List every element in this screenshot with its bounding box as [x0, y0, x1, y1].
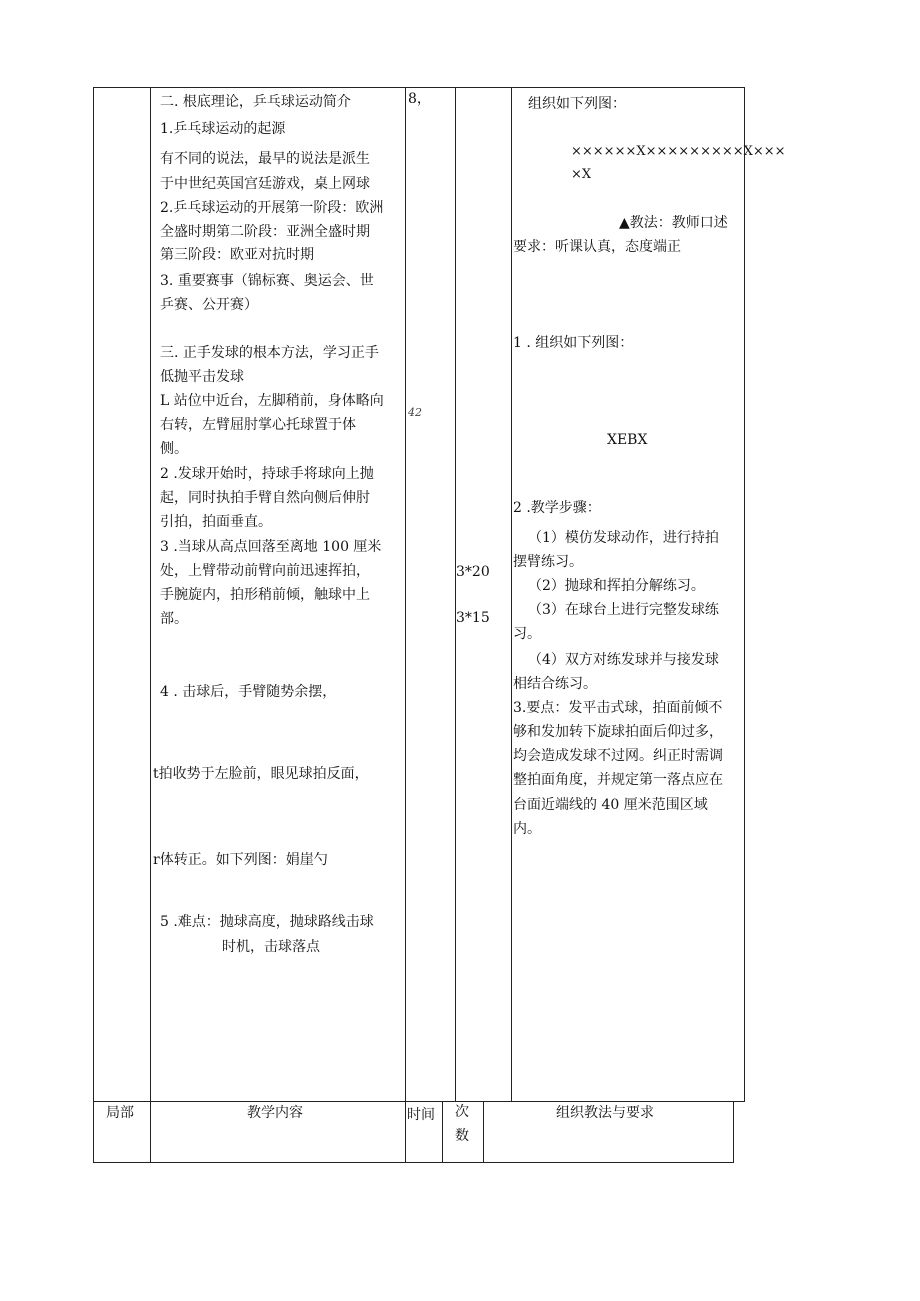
method-line: 摆臂练习。 [513, 554, 583, 570]
content-line: 侧。 [160, 441, 188, 457]
col-divider-1 [150, 87, 151, 1102]
method-line: （2）抛球和挥拍分解练习。 [528, 578, 705, 594]
method-line: 要求：听课认真，态度端正 [513, 239, 681, 255]
content-line: 乒赛、公开赛） [160, 297, 258, 313]
content-line: 引拍，拍面垂直。 [160, 514, 272, 530]
method-line: 组织如下列图： [528, 96, 626, 112]
header-divider-right [733, 1101, 734, 1163]
method-line: 整拍面角度，并规定第一落点应在 [513, 772, 723, 788]
formation-label: XEBX [607, 432, 648, 448]
header-count: 数 [455, 1128, 469, 1144]
content-line: 3. 重要赛事（锦标赛、奥运会、世 [160, 273, 374, 289]
content-line: 2 .发球开始时，持球手将球向上抛 [160, 466, 374, 482]
content-line: 右转，左臂屈肘掌心托球置于体 [160, 417, 356, 433]
method-line: 2 .教学步骤： [513, 500, 601, 516]
content-line: 5 .难点：抛球高度，抛球路线击球 [160, 914, 374, 930]
content-line: 三. 正手发球的根本方法，学习正手 [160, 345, 379, 361]
header-divider-4 [483, 1101, 484, 1163]
header-method: 组织教法与要求 [556, 1105, 654, 1121]
time-value: 8， [408, 91, 431, 107]
header-divider-3 [442, 1101, 443, 1163]
content-line: 有不同的说法，最早的说法是派生 [160, 151, 370, 167]
reps-value: 3*15 [456, 610, 490, 626]
content-line: 手腕旋内，拍形稍前倾，触球中上 [160, 587, 370, 603]
reps-value: 3*20 [456, 564, 490, 580]
time-value: 42 [408, 406, 422, 419]
content-line: 1.乒乓球运动的起源 [160, 121, 286, 137]
method-line: （1）模仿发球动作，进行持拍 [528, 530, 719, 546]
header-time: 时间 [407, 1107, 435, 1123]
col-divider-left [93, 87, 94, 1102]
content-line: 第三阶段：欧亚对抗时期 [160, 247, 314, 263]
header-content: 教学内容 [247, 1105, 303, 1121]
content-line: r体转正。如下列图：娟崖勺 [153, 852, 328, 868]
content-line: 3 .当球从高点回落至离地 100 厘米 [160, 539, 382, 555]
method-line: ▲教法：教师口述 [619, 215, 728, 231]
header-divider-1 [150, 1101, 151, 1163]
content-line: t拍收势于左脸前，眼见球拍反面， [153, 766, 369, 782]
col-divider-2 [405, 87, 406, 1102]
content-line: 全盛时期第二阶段：亚洲全盛时期 [160, 224, 370, 240]
header-divider-2 [405, 1101, 406, 1163]
table-bottom-border [93, 1162, 734, 1163]
content-line: 处，上臂带动前臂向前迅速挥拍， [160, 563, 370, 579]
method-line: 内。 [513, 821, 541, 837]
method-line: 3.要点：发平击式球，拍面前倾不 [513, 700, 723, 716]
header-count: 次 [455, 1104, 469, 1120]
header-divider-left [93, 1101, 94, 1163]
col-divider-3 [455, 87, 456, 1102]
method-line: 均会造成发球不过网。纠正时需调 [513, 748, 723, 764]
method-line: 1 . 组织如下列图： [513, 335, 634, 351]
method-line: 习。 [513, 626, 541, 642]
col-divider-right [744, 87, 745, 1102]
content-line: L 站位中近台，左脚稍前，身体略向 [160, 393, 384, 409]
method-line: （3）在球台上进行完整发球练 [528, 602, 719, 618]
formation-row: ××××××X×××××××××X××× [571, 144, 786, 159]
content-line: 时机，击球落点 [222, 939, 320, 955]
method-line: 相结合练习。 [513, 676, 597, 692]
content-line: 部。 [160, 611, 188, 627]
method-line: （4）双方对练发球并与接发球 [528, 652, 719, 668]
content-line: 起，同时执拍手臂自然向侧后伸肘 [160, 490, 370, 506]
content-line: 于中世纪英国宫廷游戏，桌上网球 [160, 176, 370, 192]
formation-row: ×X [571, 167, 592, 182]
method-line: 够和发加转下旋球拍面后仰过多， [513, 724, 723, 740]
col-divider-4 [511, 87, 512, 1102]
content-line: 4 . 击球后，手臂随势余摆， [160, 684, 337, 700]
content-line: 低抛平击发球 [160, 369, 244, 385]
content-line: 2.乒乓球运动的开展第一阶段：欧洲 [160, 200, 384, 216]
content-line: 二. 根底理论，乒乓球运动简介 [160, 94, 351, 110]
header-part: 局部 [106, 1105, 134, 1121]
method-line: 台面近端线的 40 厘米范围区域 [513, 797, 708, 813]
